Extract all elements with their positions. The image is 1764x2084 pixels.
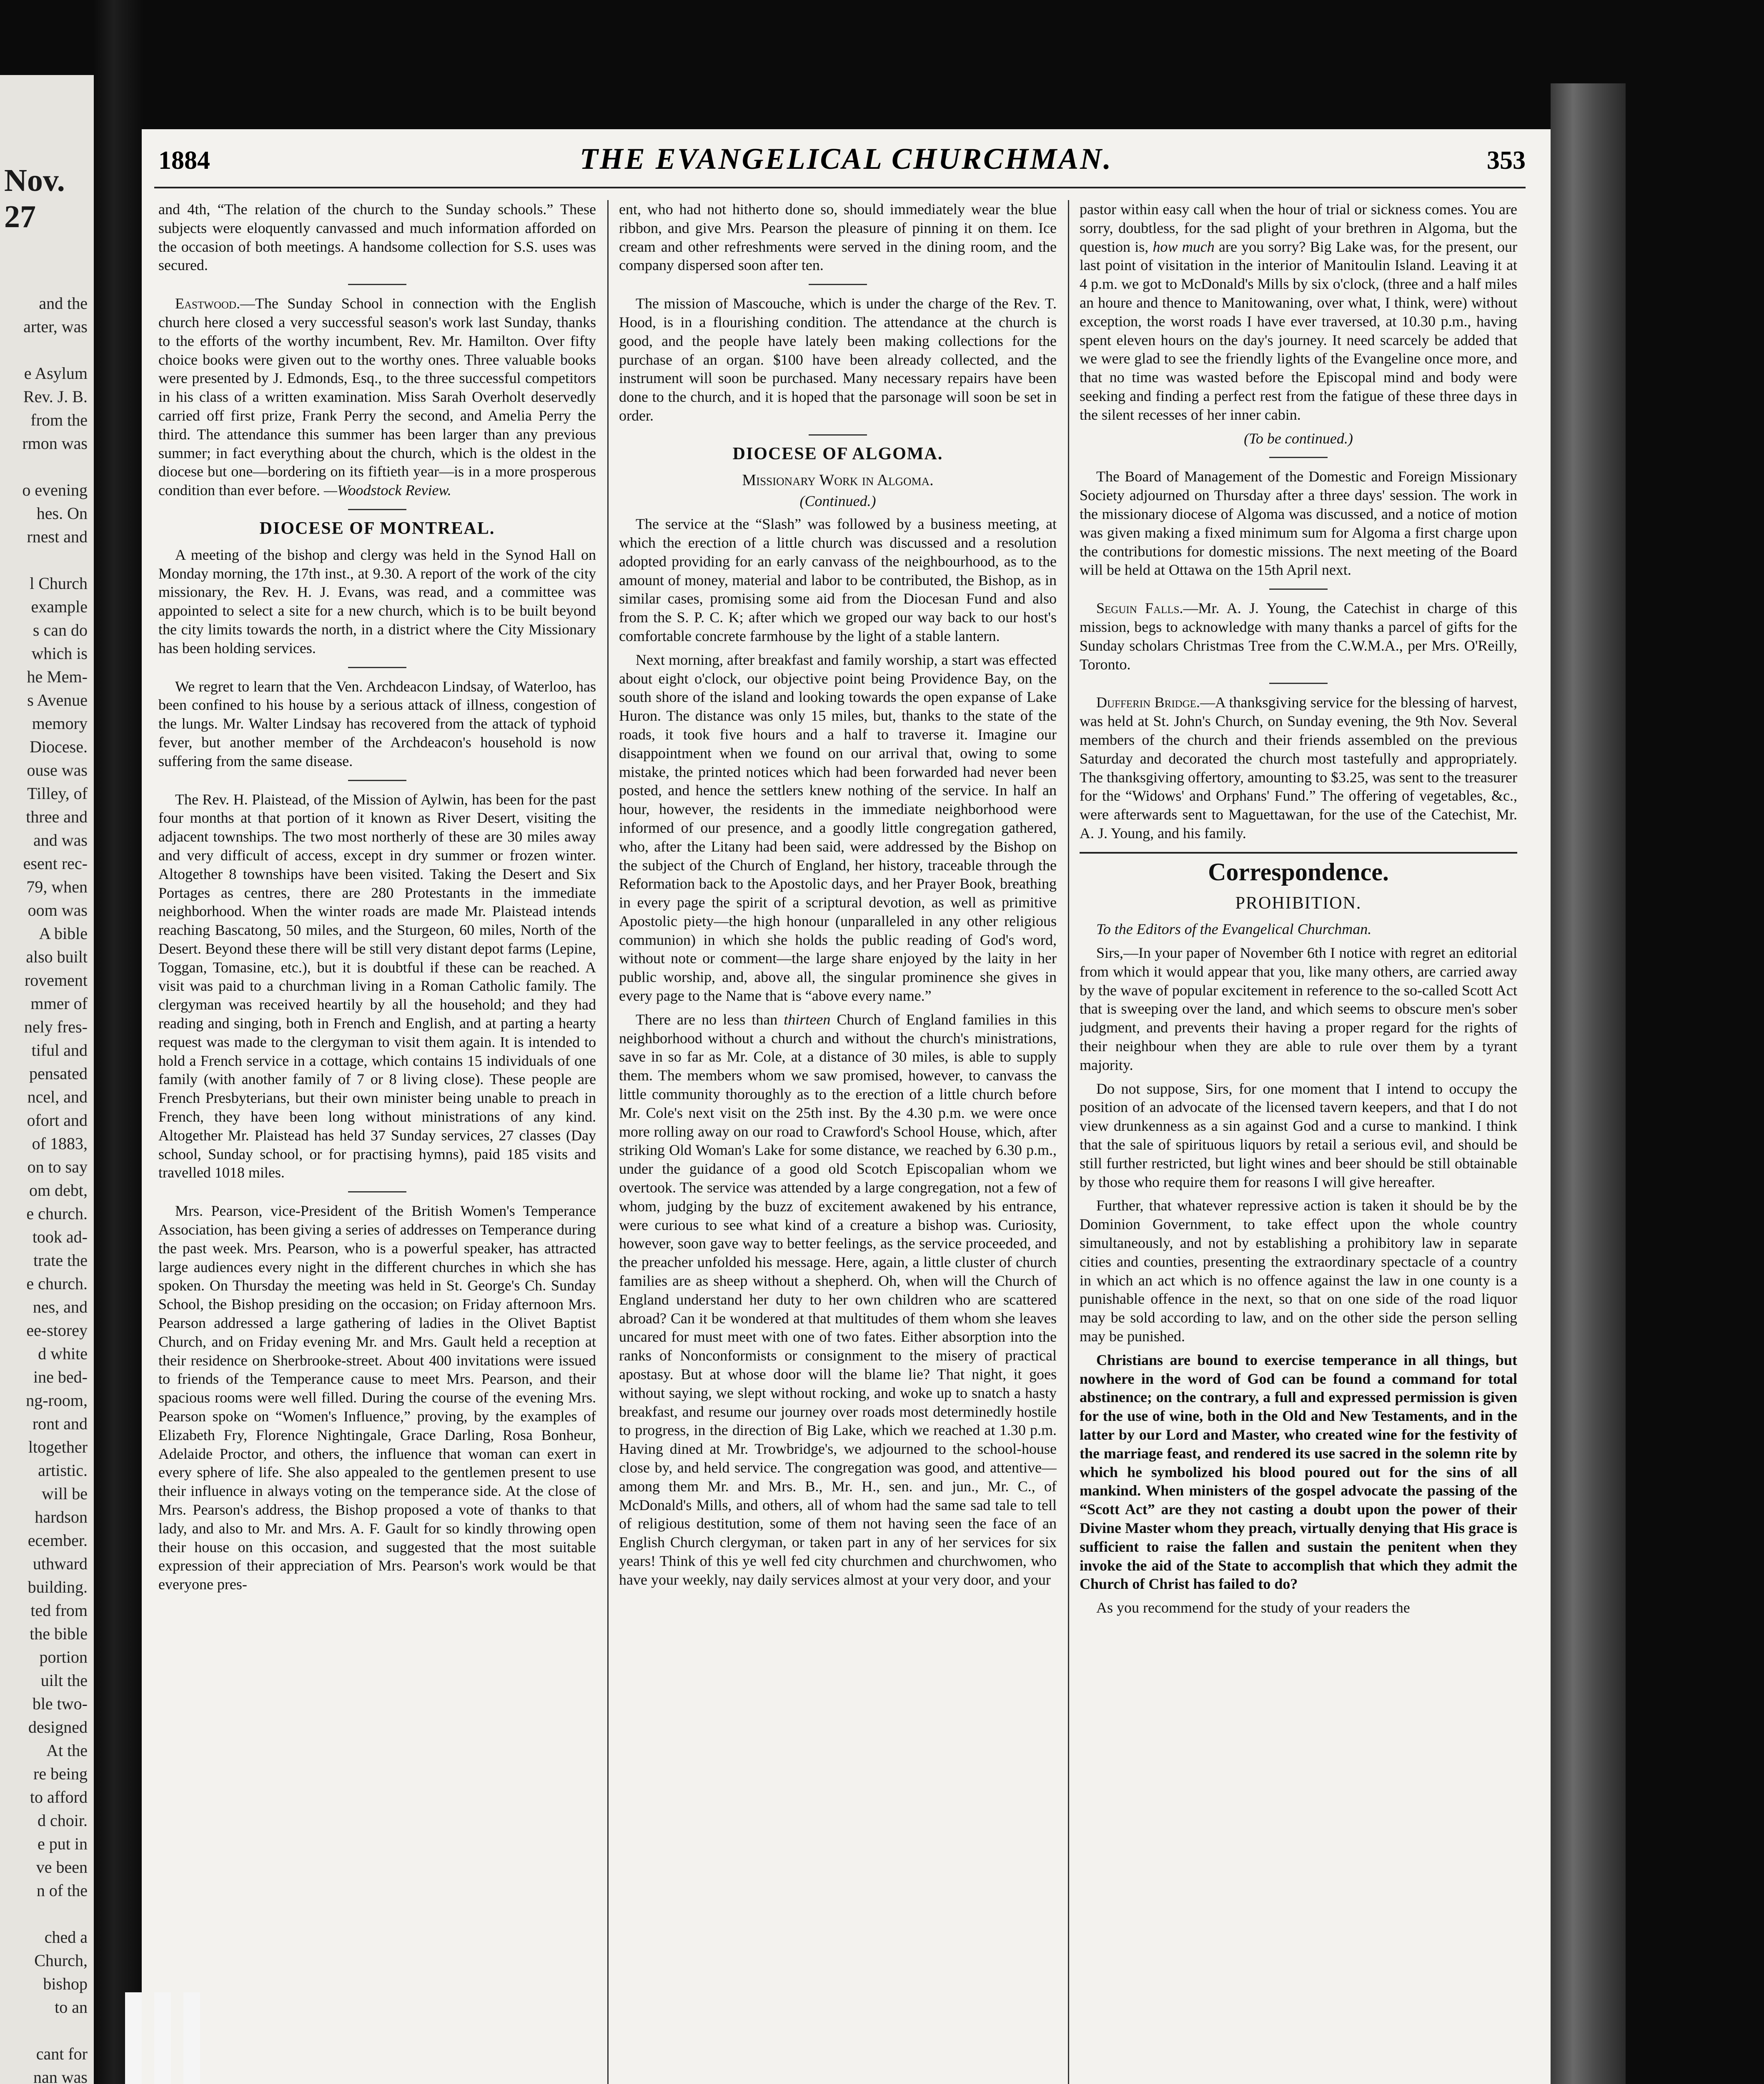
left-page-fragment-line: ched a: [44, 1928, 88, 1946]
emphasis: thirteen: [784, 1011, 831, 1028]
left-page-fragment-line: building.: [28, 1578, 88, 1596]
letter-paragraph: As you recommend for the study of your readers the: [1096, 1599, 1410, 1616]
left-page-fragment-line: ng-room,: [26, 1391, 88, 1410]
left-page-fragment-line: d choir.: [38, 1811, 88, 1830]
left-page-fragment-line: designed: [28, 1718, 88, 1736]
left-page-fragment-line: tiful and: [31, 1041, 88, 1060]
left-page-fragment-line: arter, was: [23, 317, 88, 336]
left-page-fragment-line: rovement: [24, 971, 88, 989]
date-label: 1884: [158, 146, 210, 175]
left-page-fragment-line: e church.: [26, 1274, 88, 1293]
left-page-fragment-line: on to say: [27, 1157, 88, 1176]
article-paragraph: The service at the “Slash” was followed by a business meeting, at which the erection of a little church was discussed and a resolution adopted providing for an early canvass of the neighbourhood, as to the amount of money, material and labor to be contributed, the Bishop, as in similar cases, promising some aid from the Diocesan Fund and also from the S. P. C. K; after which we groped our way back to our host's comfortable concrete farmhouse by the light of a stable lantern.: [619, 516, 1057, 644]
left-page-fragment-line: d white: [38, 1344, 88, 1363]
section-divider: [809, 284, 867, 285]
page-number: 353: [1487, 146, 1526, 175]
section-divider: [348, 780, 406, 781]
left-page-fragment-line: trate the: [33, 1251, 88, 1270]
eastwood-item: [158, 294, 596, 500]
article-paragraph: [1080, 200, 1517, 424]
article-text: —A thanksgiving service for the blessing of harvest, was held at St. John's Church, on Sunday evening, the 9th Nov. Several members of the church and their friends assembled on the previous Saturday and decorated the church most tastefully and appropriately. The thanksgiving offertory, amounting to $3.25, was sent to the treasurer for the “Widows' and Orphans' Fund.” The offering of vegetables, &c., were afterwards sent to Maguettawan, for the use of the Catechist, Mr. A. J. Young, and his family.: [1080, 694, 1517, 842]
left-page-fragment-line: 79, when: [26, 877, 88, 896]
section-divider: [348, 1191, 406, 1192]
letter-paragraph: Sirs,—In your paper of November 6th I notice with regret an editorial from which it would appear that you, like many others, are carried away by the wave of popular excitement in reference to the so-called Scott Act that is sweeping over the land, and which seems to obscure men's sober judgment, and prevents their having a proper regard for the rights of their neighbour when they are able to rule over them by a tyrant majority.: [1080, 944, 1517, 1073]
emphasis: how much: [1153, 238, 1215, 255]
section-divider: [809, 434, 867, 436]
left-page-fragment-line: ront and: [32, 1414, 88, 1433]
section-divider: [1269, 589, 1328, 590]
letter-paragraph: Do not suppose, Sirs, for one moment that I intend to occupy the position of an advocate of the licensed tavern keepers, and that I do not view drunkenness as a sin against God and a curse to mankind. I think that the sale of spirituous liquors by retail a serious evil, and should be still further restricted, but light wines and beer should be still obtainable by those who require them for reasons I will give hereafter.: [1080, 1080, 1517, 1190]
left-page-fragment-line: Tilley, of: [27, 784, 88, 803]
article-paragraph: Mrs. Pearson, vice-President of the British Women's Temperance Association, has been giving a series of addresses on Temperance during the past week. Mrs. Pearson, who is a powerful speaker, has attracted large audiences every night in the different churches in which she has spoken. On Thursday the meeting was held in St. George's Ch. Sunday School, the Bishop presiding on the occasion; on Friday afternoon Mrs. Pearson addressed a large gathering of ladies in the Olivet Baptist Church, and on Friday evening Mr. and Mrs. Gault held a reception at their residence on Sherbrooke-street. About 400 invitations were issued to friends of the Temperance cause to meet Mrs. Pearson, and their spacious rooms were well filled. During the course of the evening Mrs. Pearson spoke on “Women's Influence,” proving, by the examples of Elizabeth Fry, Florence Nightingale, Grace Darling, Rosa Bonheur, Adelaide Proctor, and others, the influence that woman can exert in every sphere of life. She also appealed to the gentlemen present to use their influence in always voting on the temperance side. At the close of Mrs. Pearson's address, the Bishop proposed a vote of thanks to that lady, and also to Mr. and Mrs. A. F. Gault for so kindly throwing open their house on this occasion, and suggested that the most suitable expression of their appreciation of Mrs. Pearson's work would be that everyone pres-: [158, 1202, 596, 1593]
left-page-header: Nov. 27: [4, 163, 65, 234]
letter-paragraph: Further, that whatever repressive action is taken it should be by the Dominion Government, to take effect upon the whole country simultaneously, and not by establishing a prohibitory law in separate cities and counties, presenting the extraordinary spectacle of a country in which an act which is no offence against the law in one county is a punishable offence in the next, so that on one side of the road liquor may be sold according to law, and on the other side the person selling may be punished.: [1080, 1197, 1517, 1345]
left-page-fragment: [0, 75, 94, 2084]
left-page-fragment-line: l Church: [30, 574, 88, 593]
section-heading: DIOCESE OF ALGOMA.: [732, 444, 943, 463]
left-page-fragment-line: to an: [55, 1998, 88, 2016]
left-page-fragment-line: hes. On: [36, 504, 88, 523]
article-subheading: Missionary Work in Algoma.: [742, 471, 934, 489]
left-page-fragment-line: Diocese.: [30, 737, 88, 756]
left-page-fragment-line: [0, 2019, 88, 2042]
text-run: pastor within easy call when the hour of trial or sickness comes. You are sorry, doubtless, for the sad plight of your brethren in Algoma, but the question is,: [1080, 201, 1517, 255]
left-page-fragment-line: om debt,: [29, 1181, 88, 1200]
left-page-fragment-line: ofort and: [27, 1111, 88, 1130]
left-page-fragment-line: of 1883,: [32, 1134, 88, 1153]
column-rule: [607, 200, 609, 2084]
scan-marker: [125, 1992, 142, 2084]
left-page-fragment-line: portion: [39, 1648, 88, 1666]
left-page-fragment-line: cant for: [36, 2044, 88, 2063]
left-page-fragment-line: o evening: [22, 481, 88, 499]
left-page-fragment-line: re being: [33, 1764, 88, 1783]
header-rule: [154, 187, 1526, 188]
text-run: There are no less than: [636, 1011, 784, 1028]
article-text: —The Sunday School in connection with the English church here closed a very successful season's work last Sunday, thanks to the efforts of the worthy incumbent, Rev. Mr. Hamilton. Over fifty choice books were given out to the worthy ones. Three valuable books were presented by J. Edmonds, Esq., to the three successful competitors in his class of a written examination. Miss Sarah Overholt deservedly carried off first prize, Frank Perry the second, and Amelia Perry the third. The attendance this summer has been larger than any previous summer; in fact everything about the church, which is the oldest in the diocese but one—bordering on its fiftieth year—is in a more prosperous condition than ever before.: [158, 295, 596, 499]
section-rule: [1080, 852, 1517, 854]
column-3: [1080, 200, 1517, 2084]
left-page-fragment-line: also built: [26, 947, 88, 966]
place-label: Seguin Falls.: [1096, 600, 1183, 617]
left-page-fragment-line: nes, and: [33, 1297, 88, 1316]
left-page-fragment-line: and was: [33, 831, 88, 849]
left-page-fragment-line: nan was: [33, 2068, 88, 2084]
letter-paragraph: Christians are bound to exercise temperance in all things, but nowhere in the word of God can be found a command for total abstinence; on the contrary, a full and expressed permission is given for the use of wine, both in the Old and New Testaments, and in the latter by our Lord and Master, who created wine for the festivity of the marriage feast, and rendered its use sacred in the solemn rite by which he symbolized his blood poured out for the sins of all mankind. When ministers of the gospel advocate the passing of the “Scott Act” are they not casting a doubt upon the power of their Divine Master whom they preach, virtually denying that His grace is sufficient to raise the fallen and sustain the penitent when they invoke the aid of the State to accomplish that which they admit the Church of Christ has failed to do?: [1080, 1351, 1517, 1593]
left-page-fragment-line: n of the: [36, 1881, 88, 1900]
article-paragraph: A meeting of the bishop and clergy was held in the Synod Hall on Monday morning, the 17th inst., at 9.30. A report of the work of the city missionary, the Rev. H. J. Evans, was read, and a committee was appointed to select a site for a new church, which is to be built beyond the city limits towards the north, in a district where the City Missionary has been holding services.: [158, 546, 596, 656]
article-paragraph: We regret to learn that the Ven. Archdeacon Lindsay, of Waterloo, has been confined to his house by a serious attack of illness, congestion of the lungs. Mr. Walter Lindsay has recovered from the attack of typhoid fever, but another member of the Archdeacon's household is now suffering from the same disease.: [158, 678, 596, 769]
article-paragraph: The mission of Mascouche, which is under the charge of the Rev. T. Hood, is in a flourishing condition. The attendance at the church is good, and the people have lately been making collections for the purchase of an organ. $100 have been already collected, and the instrument will soon be purchased. Many necessary repairs have been done to the church, and it is hoped that the parsonage will soon be set in order.: [619, 295, 1057, 424]
left-page-fragment-line: three and: [26, 807, 88, 826]
place-label: Dufferin Bridge.: [1096, 694, 1200, 711]
left-page-fragment-line: and the: [39, 294, 88, 313]
section-divider: [348, 284, 406, 285]
left-page-fragment-line: took ad-: [32, 1227, 88, 1246]
left-page-fragment-line: [0, 338, 88, 362]
left-page-fragment-line: ee-storey: [26, 1321, 88, 1340]
left-page-fragment-line: ecember.: [28, 1531, 88, 1550]
left-page-fragment-line: s Avenue: [27, 691, 88, 709]
left-page-fragment-line: esent rec-: [23, 854, 88, 873]
left-page-fragment-line: ted from: [30, 1601, 88, 1620]
left-page-fragment-line: s can do: [33, 621, 88, 639]
column-1: [158, 200, 596, 2084]
left-page-fragment-line: rnest and: [27, 527, 88, 546]
article-paragraph: [619, 1010, 1057, 1589]
left-page-fragment-line: hardson: [35, 1508, 88, 1526]
left-page-fragment-line: memory: [32, 714, 88, 733]
text-run: are you sorry? Big Lake was, for the present, our last point of visitation in the interior of Manitoulin Island. Leaving it at 4 p.m. we got to McDonald's Mills by six o'clock, (three and a half miles an houre and thence to Manitowaning, over what, I think, were) without exception, the worst roads I have ever traversed, at 10.30 p.m., having spent eleven hours on the day's journey. It need scarcely be added that we were glad to see the friendly lights of the Evangeline once more, and that no time was wasted before the Episcopal mind and body were seeking and finding a perfect rest from the fatigue of these three days in the silent recesses of her inner cabin.: [1080, 238, 1517, 423]
left-page-fragment-line: Church,: [34, 1951, 88, 1970]
left-page-fragment-line: example: [31, 597, 88, 616]
left-page-fragment-line: from the: [30, 411, 88, 429]
newspaper-page: [142, 129, 1551, 2084]
left-page-fragment-line: the bible: [30, 1624, 88, 1643]
article-paragraph: The Board of Management of the Domestic and Foreign Missionary Society adjourned on Thursday after a three days' session. The work in the missionary diocese of Algoma was discussed, and a notice of motion was given making a fixed minimum sum for Algoma a first charge upon the contributions for domestic missions. The next meeting of the Board will be held at Ottawa on the 15th April next.: [1080, 468, 1517, 579]
left-page-fragment-line: rmon was: [22, 434, 88, 453]
left-page-fragment-line: Rev. J. B.: [23, 387, 88, 406]
left-page-lines: [0, 292, 88, 2084]
correspondence-heading: Correspondence.: [1208, 858, 1389, 886]
continued-note: (To be continued.): [1244, 430, 1353, 447]
section-divider: [1269, 457, 1328, 458]
book-edge: [1551, 83, 1626, 2084]
section-heading: DIOCESE OF MONTREAL.: [259, 518, 495, 538]
masthead-title: THE EVANGELICAL CHURCHMAN.: [579, 142, 1113, 175]
seguin-item: [1080, 599, 1517, 674]
left-page-fragment-line: ncel, and: [27, 1087, 88, 1106]
column-rule: [1068, 200, 1069, 2084]
left-page-fragment-line: ltogether: [28, 1438, 88, 1456]
left-page-fragment-line: A bible: [39, 924, 88, 943]
scan-marker: [183, 1992, 200, 2084]
section-divider: [348, 667, 406, 668]
left-page-fragment-line: ouse was: [27, 761, 88, 779]
article-text: —Mr. A. J. Young, the Catechist in charge of this mission, begs to acknowledge with many thanks a parcel of gifts for the Sunday scholars Christmas Tree from the C.W.M.A., per Mrs. O'Reilly, Toronto.: [1080, 600, 1517, 673]
left-page-fragment-line: artistic.: [38, 1461, 88, 1480]
place-label: Eastwood.: [175, 295, 240, 312]
left-page-fragment-line: bishop: [43, 1974, 88, 1993]
continued-note: (Continued.): [799, 493, 876, 510]
letter-salutation: To the Editors of the Evangelical Churchman.: [1096, 921, 1372, 938]
left-page-fragment-line: which is: [31, 644, 88, 663]
left-page-fragment-line: pensated: [29, 1064, 88, 1083]
left-page-fragment-line: At the: [46, 1741, 88, 1760]
article-paragraph: Next morning, after breakfast and family worship, a start was effected about eight o'clock, our objective point being Providence Bay, on the south shore of the island and looking towards the open expanse of Lake Huron. The distance was only 15 miles, but, thanks to the state of the roads, it took five hours and a half to traverse it. Imagine our disappointment when we found on our arrival that, owing to some mistake, the printed notices which had been forwarded had never been posted, and hence the settlers knew nothing of the service. In half an hour, however, the residents in the immediate neighborhood were informed of our presence, and a goodly little congregation gathered, who, after the Litany had been said, were addressed by the Bishop on the subject of the Church of England, her history, traceable through the Reformation back to the Apostolic days, and her Prayer Book, breathing in every page the spirit of a scriptural devotion, as well as primitive Apostolic piety—the high honour (unparalleled in any other religious communion) in which she holds the public reading of God's word, without note or comment—the large share enjoyed by the laity in her public worship, and, above all, the singular prominence she gives in every page to the Name that is “above every name.”: [619, 651, 1057, 1004]
text-run: Church of England families in this neighborhood without a church and without the church's ministrations, save in so far as Mr. Cole, at a distance of 30 miles, is able to supply them. The members whom we saw promised, however, to canvass the little community thoroughly as to the erection of a little church before Mr. Cole's next visit on the 25th inst. By the 4.30 p.m. we were once more rolling away on our road to Crawford's School House, which, after striking Old Woman's Lake for some distance, we reached by 6.30 p.m., under the guidance of a good old Scotch Episcopalian whom we overtook. The service was attended by a large congregation, not a few of whom, judging by the buzz of excitement awakened by his entrance, were curious to see what kind of a creature a bishop was. Curiosity, however, soon gave way to better feelings, as the service proceeded, and the preacher unfolded his message. Here, again, a little cluster of church families are as sheep without a shepherd. Oh, when will the Church of England understand her duty to her own children who are scattered abroad? Can it be wondered at that multitudes of them whom she leaves uncared for must meet with one of two fates. Either absorption into the ranks of Nonconformists or consignment to the misery of practical apostasy. But at whose door will the blame lie? That night, it goes without saying, we slept without rocking, and woke up to snatch a hasty breakfast, and resume our journey over roads most determinedly hostile to progress, in the direction of Big Lake, which we reached at 1.30 p.m. Having dined at Mr. Trowbridge's, we adjourned to the school-house close by, and held service. The congregation was good, and attentive—among them Mr. and Mrs. B., Mr. H., sen. and jun., Mr. C., of McDonald's Mills, and others, all of whom had the same sad tale to tell of religious destitution, some of them not having seen the face of an English Church clergyman, or taken part in any of her services for six years! Think of this ye well fed city churchmen and churchwomen, who have your weekly, nay daily services almost at your very door, and your: [619, 1011, 1057, 1588]
left-page-fragment-line: he Mem-: [27, 667, 88, 686]
left-page-fragment-line: e church.: [26, 1204, 88, 1223]
section-divider: [348, 509, 406, 510]
left-page-fragment-line: [0, 455, 88, 478]
left-page-fragment-line: e put in: [38, 1834, 88, 1853]
attribution: —Woodstock Review.: [323, 482, 451, 499]
left-page-fragment-line: ble two-: [32, 1694, 88, 1713]
left-page-fragment-line: ve been: [36, 1858, 88, 1876]
left-page-fragment-line: ine bed-: [33, 1368, 88, 1386]
column-2: [619, 200, 1057, 2084]
page-header: [142, 129, 1551, 192]
left-page-fragment-line: e Asylum: [24, 364, 88, 383]
article-paragraph: The Rev. H. Plaistead, of the Mission of Aylwin, has been for the past four months at that portion of it known as River Desert, visiting the adjacent townships. The two most northerly of these are 30 miles away and very difficult of access, except in dry summer or frozen winter. Altogether 8 townships have been visited. Taking the Desert and Six Portages as centres, there are 280 Protestants in the immediate neighborhood. When the winter roads are made Mr. Plaistead intends reaching Bascatong, 50 miles, and the Sturgeon, 60 miles, North of the Desert. Beyond these there will be still very distant depot farms (Lepine, Toggan, Tomasine, etc.), but it is doubtful if these can be reached. A visit was paid to a churchman living in a Roman Catholic family. The clergyman was received heartily by all the household; and they had reading and singing, both in French and English, and at parting a hearty request was made to the clergyman to visit them again. It is intended to hold a French service in a cottage, which contains 15 individuals of one family (with another family of 7 or 8 living close). These people are French Presbyterians, but their own minister being unable to preach in French, they have been long without ministrations of any kind. Altogether Mr. Plaistead has held 37 Sunday services, 27 classes (Day school, Sunday school, or for practising hymns), paid 185 visits and travelled 1018 miles.: [158, 791, 596, 1181]
dufferin-item: [1080, 693, 1517, 842]
left-page-fragment-line: uthward: [33, 1554, 88, 1573]
scan-marker: [154, 1992, 171, 2084]
left-page-fragment-line: nely fres-: [24, 1017, 88, 1036]
left-page-fragment-line: [0, 549, 88, 572]
left-page-fragment-line: [0, 1902, 88, 1926]
left-page-fragment-line: uilt the: [40, 1671, 88, 1690]
left-page-fragment-line: to afford: [30, 1788, 88, 1806]
section-divider: [1269, 683, 1328, 684]
left-page-fragment-line: oom was: [28, 901, 88, 919]
left-page-fragment-line: mmer of: [30, 994, 88, 1013]
article-paragraph: and 4th, “The relation of the church to the Sunday schools.” These subjects were eloquently canvassed and much information afforded on the occasion of both meetings. A handsome collection for S.S. uses was secured.: [158, 201, 596, 274]
left-page-fragment-line: will be: [42, 1484, 88, 1503]
book-gutter: [94, 0, 144, 2084]
letter-title: PROHIBITION.: [1235, 893, 1362, 913]
article-paragraph: ent, who had not hitherto done so, should immediately wear the blue ribbon, and give Mrs. Pearson the pleasure of pinning it on them. Ice cream and other refreshments were served in the dining room, and the company dispersed soon after ten.: [619, 201, 1057, 274]
